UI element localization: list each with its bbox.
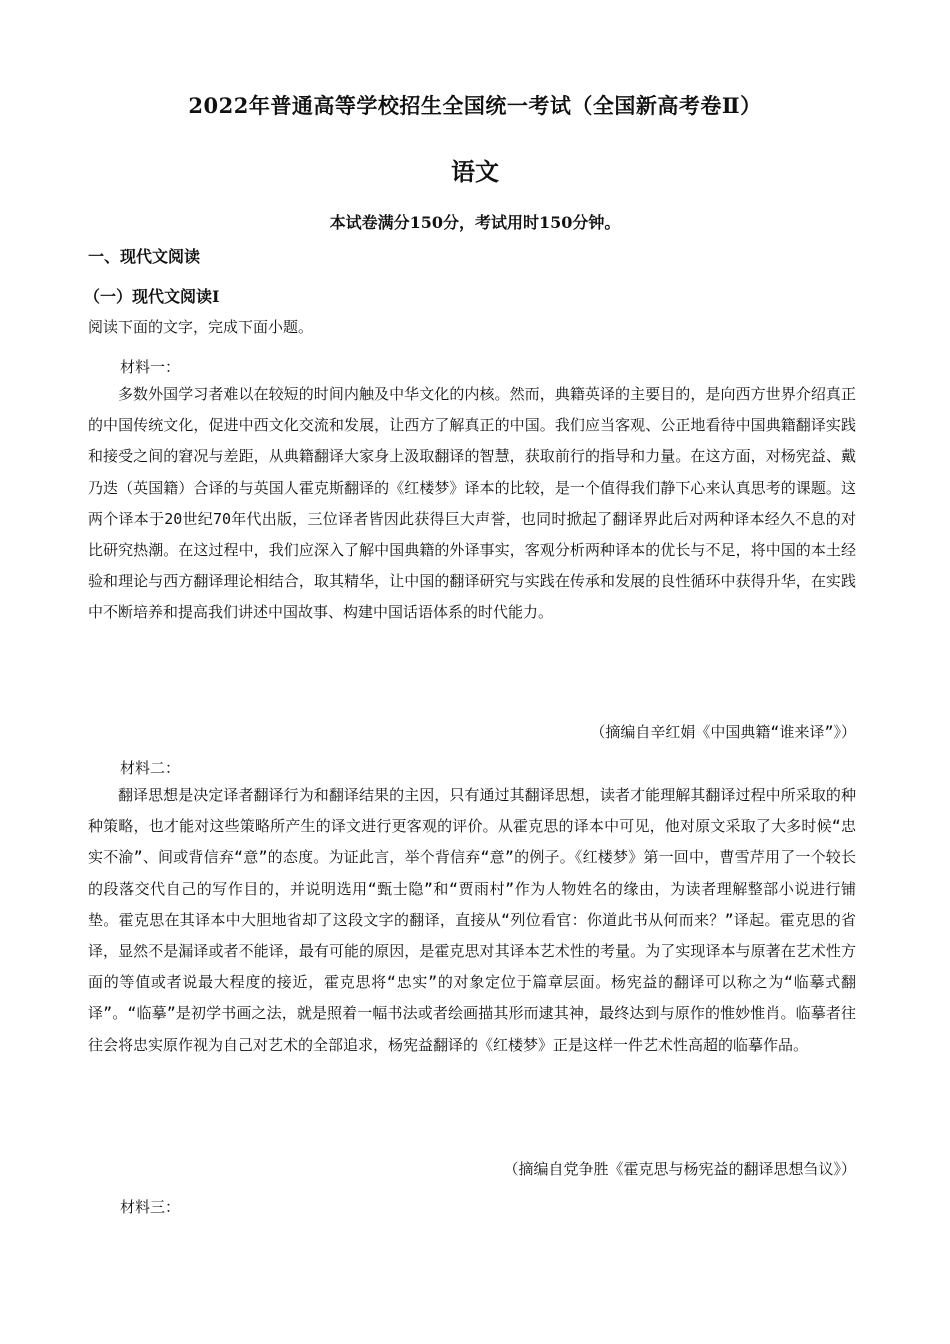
section-subheading: （一）现代文阅读Ⅰ — [84, 287, 220, 306]
material-2-text: 翻译思想是决定译者翻译行为和翻译结果的主因，只有通过其翻译思想，读者才能理解其翻译过程中所采取的种种策略，也才能对这些策略所产生的译文进行更客观的评价。从霍克思的译本中可见，他对原文采取了大多时候“忠实不渝”、间或背信弃“意”的态度。为证此言，举个背信弃“意”的例子。《红楼梦》第一回中，曹雪芹用了一个较长的段落交代自己的写作目的，并说明选用“甄士隐”和“贾雨村”作为人物姓名的缘由，为读者理解整部小说进行铺垫。霍克思在其译本中大胆地省却了这段文字的翻译，直接从“列位看官：你道此书从何而来？”译起。霍克思的省译，显然不是漏译或者不能译，最有可能的原因，是霍克思对其译本艺术性的考量。为了实现译本与原著在艺术性方面的等值或者说最大程度的接近，霍克思将“忠实”的对象定位于篇章层面。杨宪益的翻译可以称之为“临摹式翻译”。“临摹”是初学书画之法，就是照着一幅书法或者绘画描其形而逮其神，最终达到与原作的惟妙惟肖。临摹者往往会将忠实原作视为自己对艺术的全部追求，杨宪益翻译的《红楼梦》正是这样一件艺术性高超的临摹作品。 — [88, 786, 856, 1054]
material-1-text: 多数外国学习者难以在较短的时间内触及中华文化的内核。然而，典籍英译的主要目的，是向西方世界介绍真正的中国传统文化，促进中西文化交流和发展，让西方了解真正的中国。我们应当客观、公正地看待中国典籍翻译实践和接受之间的窘况与差距，从典籍翻译大家身上汲取翻译的智慧，获取前行的指导和力量。在这方面，对杨宪益、戴乃迭（英国籍）合译的与英国人霍克斯翻译的《红楼梦》译本的比较，是一个值得我们静下心来认真思考的课题。这两个译本于20世纪70年代出版，三位译者皆因此获得巨大声誉，也同时掀起了翻译界此后对两种译本经久不息的对比研究热潮。在这过程中，我们应深入了解中国典籍的外译事实，客观分析两种译本的优长与不足，将中国的本土经验和理论与西方翻译理论相结合，取其精华，让中国的翻译研究与实践在传承和发展的良性循环中获得升华，在实践中不断培养和提高我们讲述中国故事、构建中国话语体系的时代能力。 — [88, 385, 856, 622]
material-3-label: 材料三： — [120, 1198, 181, 1216]
material-2-source: （摘编自党争胜《霍克思与杨宪益的翻译思想刍议》） — [503, 1160, 856, 1178]
subject-title: 语文 — [451, 157, 499, 186]
material-2-label: 材料二： — [120, 759, 181, 777]
exam-title: 2022年普通高等学校招生全国统一考试（全国新高考卷Ⅱ） — [188, 93, 762, 118]
material-1-source: （摘编自辛红娟《中国典籍“谁来译”》） — [590, 723, 856, 741]
section-heading: 一、现代文阅读 — [88, 247, 201, 266]
exam-note: 本试卷满分150分，考试用时150分钟。 — [329, 213, 621, 232]
reading-instruction: 阅读下面的文字，完成下面小题。 — [88, 318, 314, 336]
material-1-label: 材料一： — [120, 358, 181, 376]
